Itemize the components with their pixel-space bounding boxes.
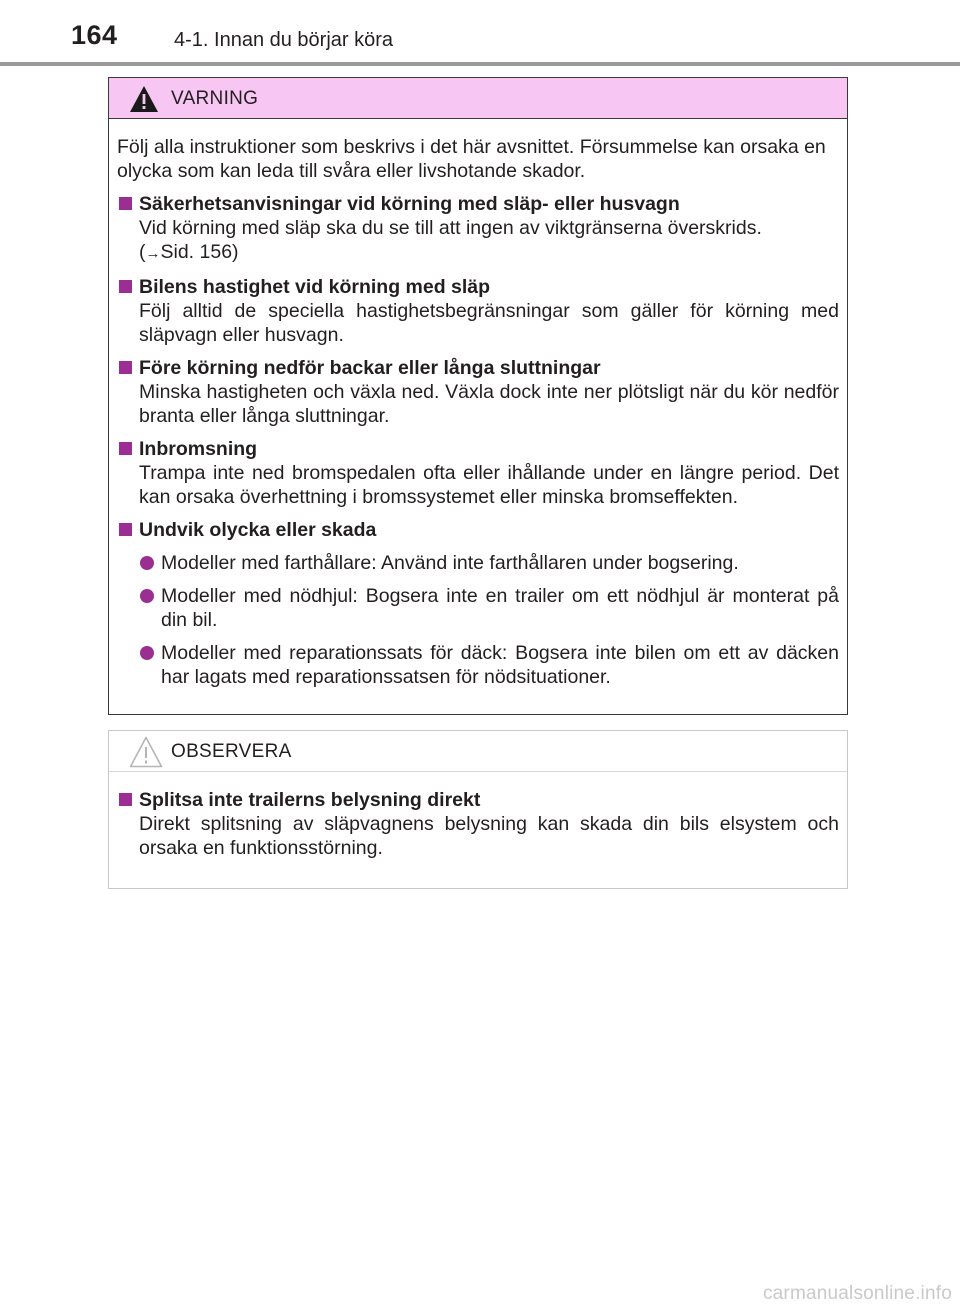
warning-intro: Följ alla instruktioner som beskrivs i det här avsnittet. Försummelse kan orsaka en olycka som kan leda till svåra eller livshotande skador. <box>117 136 826 182</box>
notice-item-text: Direkt splitsning av släpvagnens belysning kan skada din bils elsystem och orsaka en funktionsstörning. <box>139 813 839 859</box>
warning-item <box>117 275 839 347</box>
square-bullet-icon <box>119 523 132 536</box>
square-bullet-icon <box>119 793 132 806</box>
bullet-text: Modeller med reparationssats för däck: Bogsera inte bilen om ett av däcken har lagats med reparationssatsen för nödsituationer. <box>161 642 839 688</box>
round-bullet-icon <box>140 556 154 570</box>
warning-item <box>117 437 839 509</box>
square-bullet-icon <box>119 361 132 374</box>
round-bullet-icon <box>140 646 154 660</box>
section-title: 4-1. Innan du börjar köra <box>174 29 394 51</box>
warning-item-title: Bilens hastighet vid körning med släp <box>139 276 491 298</box>
notice-label: OBSERVERA <box>171 741 292 762</box>
warning-item-title: Inbromsning <box>139 438 258 460</box>
warning-item-text: Följ alltid de speciella hastighetsbegränsningar som gäller för körning med släpvagn eller husvagn. <box>139 300 839 346</box>
warning-label: VARNING <box>171 88 259 109</box>
bullet-text: Modeller med farthållare: Använd inte farthållaren under bogsering. <box>161 552 739 574</box>
header-rule <box>0 62 960 66</box>
warning-item-text: Vid körning med släp ska du se till att ingen av viktgränserna överskrids. <box>139 217 762 239</box>
watermark: carmanualsonline.info <box>762 1283 952 1304</box>
warning-item-text: Trampa inte ned bromspedalen ofta eller ihållande under en längre period. Det kan orsaka överhettning i bromssystemet eller minska bromseffekten. <box>139 462 839 508</box>
warning-box <box>108 77 848 715</box>
bullet-text: Modeller med nödhjul: Bogsera inte en trailer om ett nödhjul är monterat på din bil. <box>161 585 839 631</box>
warning-item-title: Säkerhetsanvisningar vid körning med släp- eller husvagn <box>139 193 680 215</box>
round-bullet-icon <box>140 589 154 603</box>
notice-item-title: Splitsa inte trailerns belysning direkt <box>139 789 481 811</box>
warning-header <box>109 78 847 119</box>
warning-item-title: Undvik olycka eller skada <box>139 519 377 541</box>
square-bullet-icon <box>119 280 132 293</box>
arrow-right-icon: → <box>145 245 161 262</box>
warning-item <box>117 356 839 428</box>
notice-box <box>108 730 848 889</box>
page-number: 164 <box>71 20 118 50</box>
square-bullet-icon <box>119 442 132 455</box>
warning-item <box>117 192 839 266</box>
page-reference: (→Sid. 156) <box>139 241 239 263</box>
warning-item-title: Före körning nedför backar eller långa sluttningar <box>139 357 601 379</box>
warning-triangle-icon <box>129 85 159 113</box>
warning-item <box>117 518 839 689</box>
notice-item <box>117 788 839 860</box>
square-bullet-icon <box>119 197 132 210</box>
caution-triangle-icon <box>129 736 163 768</box>
warning-item-text: Minska hastigheten och växla ned. Växla dock inte ner plötsligt när du kör nedför branta eller långa sluttningar. <box>139 381 839 427</box>
notice-header <box>109 731 847 772</box>
